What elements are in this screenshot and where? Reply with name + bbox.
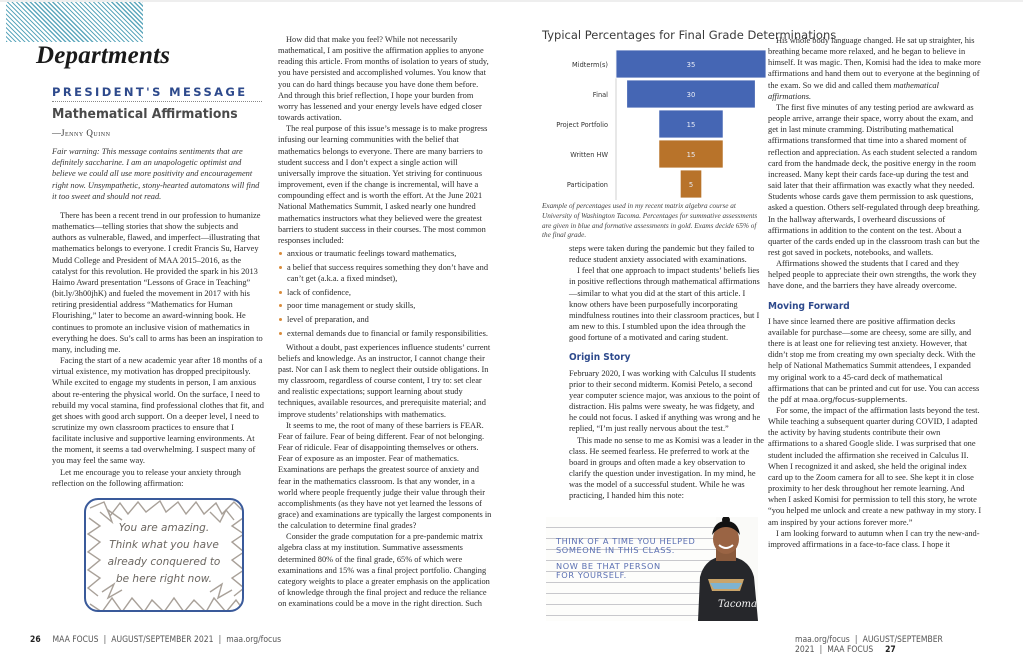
left-page — [6, 2, 512, 660]
affirmation-line: You are amazing. — [118, 522, 210, 534]
affirmation-line: Think what you have — [109, 539, 219, 551]
separator: | — [819, 645, 823, 655]
handwritten-note-photo — [546, 517, 758, 621]
paragraph: I feel that one approach to impact students’ beliefs lies in positive reflections through mathematical affirmations—similar to what you did at the start of this article. I know others have been purposefully incorporating mindfulness routines into their classroom practices, but I am new to this. I stumbled upon the idea through the good fortune of a motivated and caring student. — [569, 266, 760, 343]
paragraph: The real purpose of this issue’s message is to make progress infusing our learning communities with the belief that mathematics belongs to everyone. There are many barriers to student success and I don’t expect a single action will universally improve the situation. Yet striving for continuous improvement, even if the change is incremental, will have a compounding effect and is worth the effort. At the June 2021 National Mathematics Summit, I asked nearly one hundred mathematics instructors what they believed were the greatest barriers to student success in their courses. The most common responses included: — [278, 124, 488, 245]
paragraph: February 2020, I was working with Calculus II students prior to their second midterm. Komisi Petelo, a second year computer science major, was anxious to the point of distraction. His palms were sweaty, he was fidgety, and he could not focus. I asked if anything was wrong and he replied, “I’m just really nervous about the test.” — [569, 368, 761, 434]
chart-value-label: 15 — [686, 151, 696, 159]
magazine-spread — [0, 2, 1023, 660]
paragraph: There has been a recent trend in our profession to humanize mathematics—telling stories that show the subjects and authors as vulnerable, flawed, and imperfect—illustrating that mathematics belongs to everyone. I credit Francis Su, Harvey Mudd College and President of MAA 2015–2016, as the catalyst for this revolution. He provided the spark in his 2013 Haimo Award presentation “Lessons of Grace in Teaching” (bit.ly/3h00jhK) and fueled the movement in 2017 with his retiring presidential address “Mathematics for Human Flourishing,” later to become an award-winning book. He continues to promote an inclusive vision of mathematics in everything he does. Su’s call to arms has been an inspiration to many, including me. — [52, 211, 263, 354]
issue-date: AUGUST/SEPTEMBER 2021 — [795, 635, 943, 655]
paragraph: Let me encourage you to release your anxiety through reflection on the following affirmation: — [52, 467, 241, 488]
footer-url[interactable]: maa.org/focus — [226, 635, 282, 645]
note-line: FOR YOURSELF. — [556, 570, 627, 580]
footer-url[interactable]: maa.org/focus — [795, 635, 850, 645]
footer-left — [30, 635, 281, 645]
chart-category-label: Participation — [566, 181, 608, 189]
grade-chart — [542, 28, 837, 200]
page-number: 26 — [30, 635, 41, 645]
section-heading-origin-story: Origin Story — [569, 352, 631, 364]
paragraph — [768, 316, 983, 405]
column-2 — [278, 34, 494, 609]
note-line: SOMEONE IN THIS CLASS. — [556, 545, 676, 555]
paragraph: steps were taken during the pandemic but they failed to reduce student anxiety associated with examinations. — [569, 244, 755, 265]
page-number: 27 — [885, 645, 896, 655]
paragraph-text: His whole body language changed. He sat up straighter, his breathing became more relaxed, and he began to believe in himself. It was magic. Then, Komisi had the idea to make more affirmations and hand them out to everyone at the beginning of the exam. So we did and called them — [768, 36, 981, 90]
chart-category-label: Final — [592, 91, 608, 99]
list-item: external demands due to financial or family responsibilities. — [278, 328, 494, 339]
shirt-text: Tacoma — [718, 599, 757, 610]
department-kicker: PRESIDENT'S MESSAGE — [52, 85, 262, 102]
note-line: NOW BE THAT PERSON — [556, 561, 661, 571]
paragraph: How did that make you feel? While not necessarily mathematical, I am positive the affirmation applies to anyone reading this article. From months of isolation to years of study, you have persisted and accomplished volumes. You know that you can do hard things because you have done them before. And through this brief reflection, I hope your burden from worry has lessened and your energy levels have edged closer towards activation. — [278, 35, 489, 123]
section-title: Departments — [36, 42, 171, 69]
paragraph: This made no sense to me as Komisi was a leader in the class. He seemed fearless. He preferred to work at the board in groups and often made a key observation to clarify the question under investigation. In my mind, he was the model of a successful student. While he was practicing, I handed him this note: — [569, 435, 764, 501]
byline — [52, 128, 110, 138]
chart-value-label: 15 — [686, 121, 696, 129]
chart-category-label: Written HW — [570, 151, 608, 159]
chart-caption: Example of percentages used in my recent matrix algebra course at University of Washington Tacoma. Percentages for summative assessments are given in blue and formative assessments in gold. Exams decide 65% of the final grade. — [542, 202, 758, 240]
chart-value-label: 30 — [686, 91, 696, 99]
paragraph: I am looking forward to autumn when I can try the new-and-improved affirmations in a face-to-face class. I hope it — [768, 528, 980, 549]
separator: | — [218, 635, 222, 645]
list-item: level of preparation, and — [278, 314, 494, 325]
magazine-name: MAA FOCUS — [827, 645, 874, 655]
header-hatch-decoration — [6, 2, 143, 42]
section-heading-moving-forward: Moving Forward — [768, 300, 850, 312]
paragraph-text: I have since learned there are positive affirmation decks available for purchase—some are cheesy, some are silly, and there is at least one for relieving test anxiety. However, that didn’t stop me from creating my own specialty deck. With the help of National Mathematics Summit attendees, I expanded my original work to a 45-card deck of mathematical affirmations that can be printed and cut for use. You can access the pdf at — [768, 316, 980, 404]
paragraph: The first five minutes of any testing period are awkward as people arrive, arrange their space, worry about the exam, and get in last minute cramming. Distributing mathematical affirmations transformed that time into a shared moment of reflection and appreciation. As each student selected a random card from the handmade deck, the positive energy in the room increased. Many kept their cards face-up during the test and said later that their affirmation was exactly what they needed. Students whose cards gave them permission to ask questions, asked a question. Others self-regulated through deep breathing. In the hallway afterwards, I overheard discussions of affirmations in addition to the content on the test. About a quarter of the cards ended up in the classroom trash can but the rest got saved in pockets, notebooks, and wallets. — [768, 102, 980, 257]
affirmation-text — [96, 520, 232, 588]
barriers-list — [278, 248, 494, 339]
supplements-link[interactable]: maa.org/focus-supplements. — [801, 394, 908, 404]
separator: | — [854, 635, 858, 645]
list-item: anxious or traumatic feelings toward mathematics, — [278, 248, 494, 259]
paragraph: Without a doubt, past experiences influence students’ current beliefs and knowledge. As an instructor, I cannot change their past. Nor can I ask them to neglect their outside obligations. In my classroom, regardless of course content, I try to: set clear and realistic expectations; support learning about study techniques, available resources, and prerequisite material; and improve students’ relationships with mathematics. — [278, 342, 491, 419]
column-4 — [768, 35, 983, 550]
affirmation-line: be here right now. — [115, 573, 213, 585]
note-line: THINK OF A TIME YOU HELPED — [556, 536, 696, 546]
list-item: poor time management or study skills, — [278, 300, 494, 311]
chart-category-label: Project Portfolio — [556, 121, 608, 129]
chart-title: Typical Percentages for Final Grade Determinations — [542, 28, 837, 42]
affirmation-card — [84, 498, 244, 612]
list-item: a belief that success requires something they don’t have and can’t get (a.k.a. a fixed mindset), — [278, 262, 494, 284]
chart-value-label: 5 — [688, 181, 694, 189]
intro-warning: Fair warning: This message contains sentiments that are definitely saccharine. I am an unapologetic optimist and believe we could all use more positivity and encouragement right now. Unsympathetic, stony-hearted automatons will find it too sweet and should not read. — [52, 147, 260, 201]
paragraph: Facing the start of a new academic year after 18 months of a virtual existence, my motivation has dropped precipitously. While excited to engage my students in person, I am anxious about re-entering the physical world. On the surface, I need to rebuild my vocal stamina, find professional clothes that fit, and get shoes with good arch support. On a deeper level, I need to scrutinize my own classroom practices to ensure that I facilitate inclusive and supportive learning environments. At the moment, it seems a tad overwhelming. I suspect many of you may feel the same way. — [52, 356, 264, 466]
paragraph: It seems to me, the root of many of these barriers is FEAR. Fear of failure. Fear of being different. Fear of not belonging. Fear of ridicule. Fear of disappointing themselves or others. Fear of exposure as an imposter. Fear of mathematics. Examinations are perhaps the greatest source of anxiety and fear in the mathematics classroom. Is that any wonder, in a world where people frequently judge their value through their accomplishments (as they have not yet learned the lessons of grace) and examinations are typically the largest components in the calculation to determine final grades? — [278, 420, 492, 531]
separator: | — [103, 635, 107, 645]
column-3 — [569, 243, 764, 501]
magazine-name: MAA FOCUS — [52, 635, 99, 645]
author-name: Jenny Quinn — [61, 128, 111, 138]
column-1 — [52, 210, 264, 489]
footer-right — [795, 635, 989, 655]
affirmation-line: already conquered to — [107, 556, 221, 568]
list-item: lack of confidence, — [278, 287, 494, 298]
emphasis-text: mathematical affirmations. — [768, 80, 939, 101]
byline-dash: — — [52, 128, 61, 138]
issue-date: AUGUST/SEPTEMBER 2021 — [111, 635, 214, 645]
paragraph — [768, 35, 983, 102]
paragraph: Affirmations showed the students that I cared and they helped people to appreciate their own strengths, the work they have done, and the barriers they have already overcome. — [768, 259, 977, 291]
article-title: Mathematical Affirmations — [52, 106, 238, 122]
paragraph: For some, the impact of the affirmation lasts beyond the test. While teaching a subsequent quarter during COVID, I adapted the activity by having students contribute their own affirmations to a shared Google slide. I was surprised that one student included the affirmation she received in Calculus II. When I recognized it and asked, she held the original index card up to the Zoom camera for all to see. She kept it in close proximity to her desk throughout her remote learning. And when I asked Komisi for permission to tell this story, he wrote “you helped me unlock and create a new pathway in my story. I am inspired by your actions forever more.” — [768, 406, 982, 527]
paragraph: Consider the grade computation for a pre-pandemic matrix algebra class at my institution. Summative assessments determined 80% of the final grade, 65% of which were examinations and 15% was a final project portfolio. Changing category weights to place a greater emphasis on the application of knowledge through the final project and reduce the reliance on examinations could be a move in the right direction. Such — [278, 532, 490, 609]
chart-plot — [542, 48, 767, 200]
chart-value-label: 35 — [686, 61, 696, 69]
chart-category-label: Midterm(s) — [572, 61, 608, 69]
